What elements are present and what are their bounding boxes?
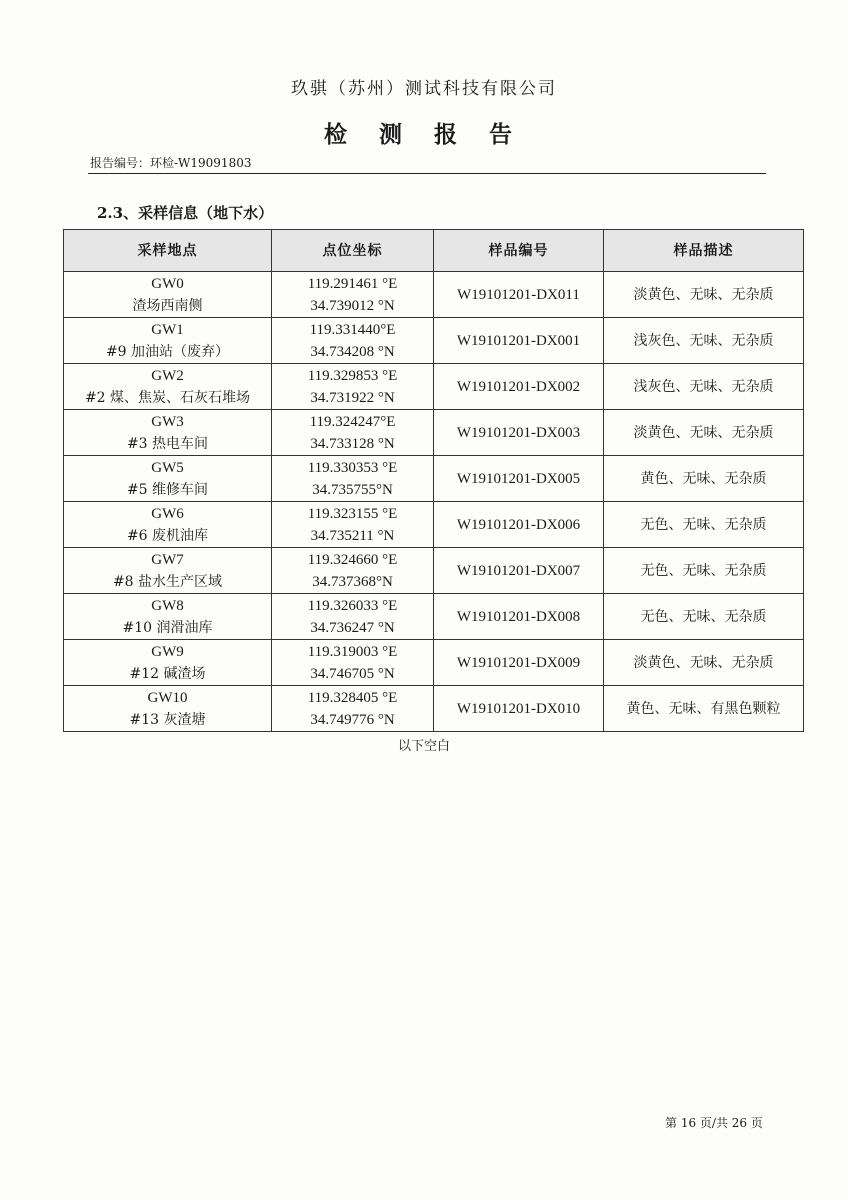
- report-number: 报告编号：环检-W19091803: [90, 156, 252, 170]
- coordinates-cell: [272, 318, 434, 364]
- point-name: #9 加油站（废弃）: [105, 343, 230, 360]
- sample-id-cell: W19101201-DX006: [434, 502, 604, 548]
- point-code: GW9: [151, 643, 184, 660]
- sample-id-cell: W19101201-DX005: [434, 456, 604, 502]
- coordinates-cell: [272, 272, 434, 318]
- point-name: #8 盐水生产区域: [112, 573, 223, 590]
- description-cell: 淡黄色、无味、无杂质: [604, 272, 804, 318]
- column-header-location: 采样地点: [64, 230, 272, 272]
- table-row: [64, 318, 804, 364]
- point-name: #10 润滑油库: [122, 619, 213, 636]
- point-code: GW2: [151, 367, 184, 384]
- description-cell: 浅灰色、无味、无杂质: [604, 318, 804, 364]
- coordinates-cell: [272, 640, 434, 686]
- location-cell: [64, 456, 272, 502]
- location-cell: [64, 272, 272, 318]
- latitude: 34.735755°N: [312, 481, 393, 498]
- location-cell: [64, 502, 272, 548]
- latitude: 34.746705 °N: [310, 665, 395, 682]
- point-name: #2 煤、焦炭、石灰石堆场: [84, 389, 251, 406]
- description-cell: 黄色、无味、有黑色颗粒: [604, 686, 804, 732]
- point-name: 渣场西南侧: [132, 297, 203, 314]
- table-row: [64, 548, 804, 594]
- point-code: GW0: [151, 275, 184, 292]
- latitude: 34.736247 °N: [310, 619, 395, 636]
- longitude: 119.326033 °E: [307, 597, 398, 614]
- point-code: GW3: [151, 413, 184, 430]
- latitude: 34.731922 °N: [310, 389, 395, 406]
- coordinates-cell: [272, 364, 434, 410]
- longitude: 119.329853 °E: [307, 367, 398, 384]
- coordinates-cell: [272, 456, 434, 502]
- latitude: 34.735211 °N: [310, 527, 395, 544]
- location-cell: [64, 318, 272, 364]
- point-name: #3 热电车间: [126, 435, 209, 452]
- sample-id-cell: W19101201-DX009: [434, 640, 604, 686]
- latitude: 34.737368°N: [312, 573, 393, 590]
- table-row: [64, 686, 804, 732]
- location-cell: [64, 410, 272, 456]
- point-code: GW5: [151, 459, 184, 476]
- point-code: GW8: [151, 597, 184, 614]
- latitude: 34.739012 °N: [310, 297, 395, 314]
- table-row: [64, 456, 804, 502]
- page-number: 第 16 页/共 26 页: [665, 1116, 763, 1130]
- longitude: 119.330353 °E: [307, 459, 398, 476]
- point-code: GW1: [151, 321, 184, 338]
- sample-id-cell: W19101201-DX003: [434, 410, 604, 456]
- blank-note: 以下空白: [397, 739, 450, 754]
- latitude: 34.749776 °N: [310, 711, 395, 728]
- description-cell: 无色、无味、无杂质: [604, 502, 804, 548]
- sample-id-cell: W19101201-DX010: [434, 686, 604, 732]
- column-header-description: 样品描述: [604, 230, 804, 272]
- latitude: 34.734208 °N: [310, 343, 395, 360]
- table-body: [64, 272, 804, 732]
- column-header-coordinates: 点位坐标: [272, 230, 434, 272]
- sample-id-cell: W19101201-DX007: [434, 548, 604, 594]
- description-cell: 黄色、无味、无杂质: [604, 456, 804, 502]
- description-cell: 淡黄色、无味、无杂质: [604, 640, 804, 686]
- latitude: 34.733128 °N: [310, 435, 395, 452]
- table-row: [64, 272, 804, 318]
- table-row: [64, 594, 804, 640]
- sample-id-cell: W19101201-DX011: [434, 272, 604, 318]
- point-code: GW7: [151, 551, 184, 568]
- longitude: 119.331440°E: [309, 321, 396, 338]
- longitude: 119.328405 °E: [307, 689, 398, 706]
- point-name: #13 灰渣塘: [129, 711, 206, 728]
- coordinates-cell: [272, 548, 434, 594]
- longitude: 119.319003 °E: [307, 643, 398, 660]
- sampling-info-table: [63, 229, 804, 732]
- description-cell: 淡黄色、无味、无杂质: [604, 410, 804, 456]
- header-divider: [88, 173, 766, 174]
- report-title: 检 测 报 告: [323, 121, 525, 148]
- longitude: 119.324660 °E: [307, 551, 398, 568]
- location-cell: [64, 364, 272, 410]
- sample-id-cell: W19101201-DX001: [434, 318, 604, 364]
- table-row: [64, 640, 804, 686]
- table-row: [64, 410, 804, 456]
- location-cell: [64, 548, 272, 594]
- location-cell: [64, 640, 272, 686]
- description-cell: 无色、无味、无杂质: [604, 594, 804, 640]
- coordinates-cell: [272, 594, 434, 640]
- table-row: [64, 364, 804, 410]
- point-code: GW10: [147, 689, 188, 706]
- sample-id-cell: W19101201-DX002: [434, 364, 604, 410]
- section-title: 2.3、采样信息（地下水）: [97, 204, 274, 222]
- sample-id-cell: W19101201-DX008: [434, 594, 604, 640]
- company-name: 玖骐（苏州）测试科技有限公司: [291, 79, 557, 99]
- column-header-sample-id: 样品编号: [434, 230, 604, 272]
- location-cell: [64, 594, 272, 640]
- coordinates-cell: [272, 410, 434, 456]
- point-name: #12 碱渣场: [129, 665, 206, 682]
- table-header-row: [64, 230, 804, 272]
- longitude: 119.291461 °E: [307, 275, 398, 292]
- coordinates-cell: [272, 502, 434, 548]
- point-name: #6 废机油库: [126, 527, 209, 544]
- description-cell: 无色、无味、无杂质: [604, 548, 804, 594]
- point-name: #5 维修车间: [126, 481, 209, 498]
- table-row: [64, 502, 804, 548]
- coordinates-cell: [272, 686, 434, 732]
- point-code: GW6: [151, 505, 184, 522]
- description-cell: 浅灰色、无味、无杂质: [604, 364, 804, 410]
- longitude: 119.324247°E: [309, 413, 396, 430]
- longitude: 119.323155 °E: [307, 505, 398, 522]
- location-cell: [64, 686, 272, 732]
